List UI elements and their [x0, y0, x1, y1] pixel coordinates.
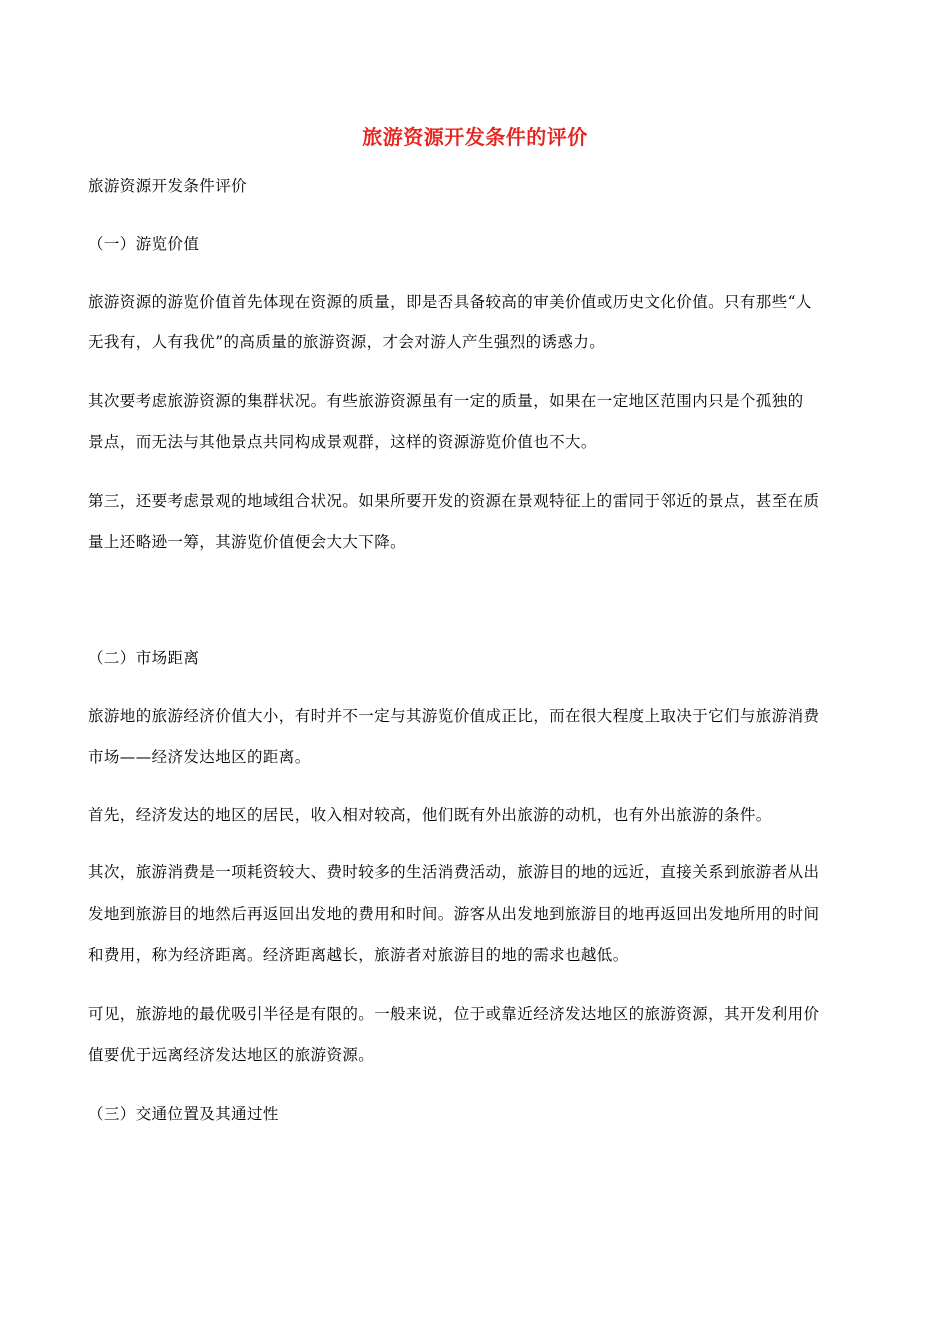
paragraph-line: 第三，还要考虑景观的地域组合状况。如果所要开发的资源在景观特征上的雷同于邻近的景点，甚至在质 [88, 492, 820, 510]
paragraph-line: 其次要考虑旅游资源的集群状况。有些旅游资源虽有一定的质量，如果在一定地区范围内只是个孤独的 [88, 392, 804, 410]
paragraph-line: 景点，而无法与其他景点共同构成景观群，这样的资源游览价值也不大。 [88, 433, 597, 451]
paragraph-line: 旅游资源的游览价值首先体现在资源的质量，即是否具备较高的审美价值或历史文化价值。只有那些“人 [88, 293, 812, 311]
paragraph-line: 可见，旅游地的最优吸引半径是有限的。一般来说，位于或靠近经济发达地区的旅游资源，其开发利用价 [88, 1005, 820, 1023]
paragraph-line: 市场——经济发达地区的距离。 [88, 748, 311, 766]
document-title: 旅游资源开发条件的评价 [362, 125, 588, 149]
section-heading-1: （一）游览价值 [88, 235, 200, 253]
paragraph-line: 和费用，称为经济距离。经济距离越长，旅游者对旅游目的地的需求也越低。 [88, 946, 629, 964]
paragraph-line: 量上还略逊一筹，其游览价值便会大大下降。 [88, 533, 407, 551]
paragraph-line: 发地到旅游目的地然后再返回出发地的费用和时间。游客从出发地到旅游目的地再返回出发地所用的时间 [88, 905, 820, 923]
paragraph-line: 旅游地的旅游经济价值大小，有时并不一定与其游览价值成正比，而在很大程度上取决于它们与旅游消费 [88, 707, 820, 725]
paragraph-line: 首先，经济发达的地区的居民，收入相对较高，他们既有外出旅游的动机，也有外出旅游的条件。 [88, 806, 772, 824]
paragraph-line: 值要优于远离经济发达地区的旅游资源。 [88, 1046, 375, 1064]
section-heading-3: （三）交通位置及其通过性 [88, 1105, 279, 1123]
section-heading-2: （二）市场距离 [88, 649, 200, 667]
paragraph-line: 其次，旅游消费是一项耗资较大、费时较多的生活消费活动，旅游目的地的远近，直接关系到旅游者从出 [88, 863, 820, 881]
document-subtitle: 旅游资源开发条件评价 [88, 177, 248, 195]
paragraph-line: 无我有，人有我优”的高质量的旅游资源，才会对游人产生强烈的诱惑力。 [88, 333, 606, 351]
